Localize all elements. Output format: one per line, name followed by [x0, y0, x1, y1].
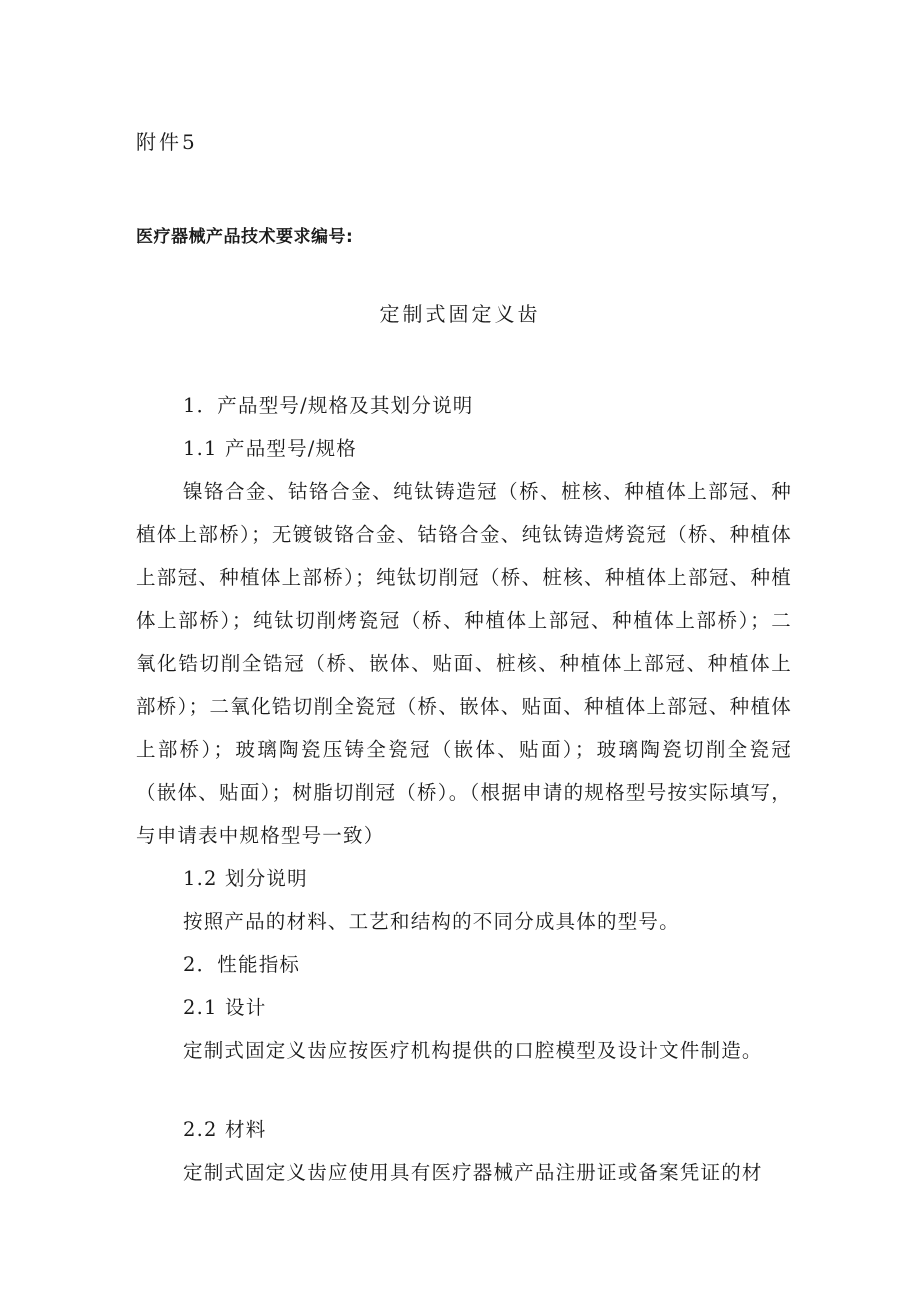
section-1-2-body: 按照产品的材料、工艺和结构的不同分成具体的型号。 [183, 910, 680, 933]
section-2-2-body: 定制式固定义齿应使用具有医疗器械产品注册证或备案凭证的材 [183, 1161, 763, 1184]
section-2-1-body: 定制式固定义齿应按医疗机构提供的口腔模型及设计文件制造。 [183, 1039, 763, 1062]
attachment-label: 附件5 [136, 130, 198, 154]
section-2-heading: 2．性能指标 [183, 953, 301, 976]
section-1-2-heading: 1.2 划分说明 [183, 867, 308, 890]
requirement-number-label: 医疗器械产品技术要求编号: [136, 227, 354, 247]
document-body [136, 384, 792, 1194]
section-2-1-heading: 2.1 设计 [183, 996, 267, 1019]
section-1-heading: 1．产品型号/规格及其划分说明 [183, 394, 474, 417]
document-title: 定制式固定义齿 [379, 302, 541, 326]
section-1-1-heading: 1.1 产品型号/规格 [183, 437, 357, 460]
section-1-1-body: 镍铬合金、钴铬合金、纯钛铸造冠（桥、桩核、种植体上部冠、种植体上部桥）；无镀铍铬合金、钴铬合金、纯钛铸造烤瓷冠（桥、种植体上部冠、种植体上部桥）；纯钛切削冠（桥、桩核、种植体上部冠、种植体上部桥）；纯钛切削烤瓷冠（桥、种植体上部冠、种植体上部桥）；二氧化锆切削全锆冠（桥、嵌体、贴面、桩核、种植体上部冠、种植体上部桥）；二氧化锆切削全瓷冠（桥、嵌体、贴面、种植体上部冠、种植体上部桥）；玻璃陶瓷压铸全瓷冠（嵌体、贴面）；玻璃陶瓷切削全瓷冠（嵌体、贴面）；树脂切削冠（桥）。（根据申请的规格型号按实际填写，与申请表中规格型号一致） [136, 480, 792, 847]
section-2-2-heading: 2.2 材料 [183, 1118, 267, 1141]
